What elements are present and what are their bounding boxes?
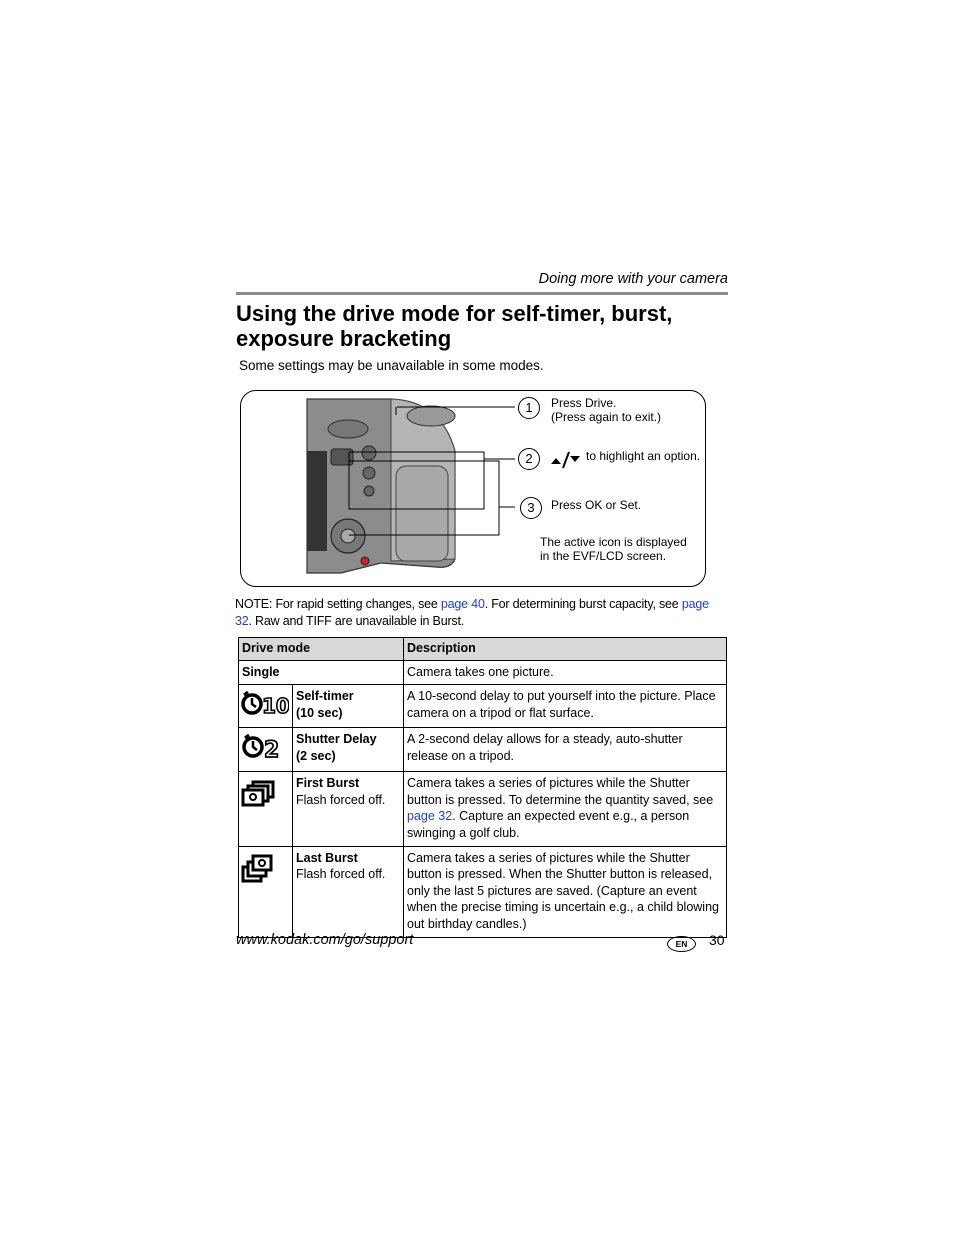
table-header-row xyxy=(239,638,727,661)
dial-button-icon xyxy=(362,446,376,460)
note-suffix: . Raw and TIFF are unavailable in Burst. xyxy=(248,614,465,628)
mode-name: First Burst xyxy=(296,776,360,791)
mode-sub: (10 sec) xyxy=(296,705,343,720)
page-40-link[interactable]: page 40 xyxy=(440,597,485,611)
icon-cell xyxy=(239,728,293,772)
icon-cell xyxy=(239,685,293,728)
description-text: . Capture an expected event e.g., a person swinging a golf club. xyxy=(407,809,690,840)
ok-button-icon xyxy=(341,529,355,543)
page-number: 30 xyxy=(709,932,725,948)
page-32-link[interactable]: page 32 xyxy=(235,597,709,628)
header-drive-mode: Drive mode xyxy=(239,638,404,661)
drive-button-icon xyxy=(331,449,353,465)
header-rule xyxy=(236,292,728,295)
mode-sub: Flash forced off. xyxy=(296,792,386,807)
up-down-arrows-icon xyxy=(550,449,584,471)
mode-cell xyxy=(293,772,404,846)
svg-text:2: 2 xyxy=(264,738,280,762)
mode-name: Last Burst xyxy=(296,850,358,865)
footer-url[interactable]: www.kodak.com/go/support xyxy=(236,932,414,948)
page-title: Using the drive mode for self-timer, burst, exposure bracketing xyxy=(236,301,673,351)
note-middle: . For determining burst capacity, see xyxy=(484,597,682,611)
table-row xyxy=(239,772,727,846)
last-burst-icon xyxy=(241,853,275,883)
description-text: Camera takes a series of pictures while the Shutter button is pressed. To determine the quantity saved, see xyxy=(407,776,714,807)
review-button-icon xyxy=(364,486,374,496)
active-line-1: The active icon is displayed xyxy=(540,535,687,549)
delete-button-icon xyxy=(361,557,369,565)
step-1-line2: (Press again to exit.) xyxy=(551,410,662,424)
table-row xyxy=(239,660,727,685)
note-prefix: NOTE: For rapid setting changes, see xyxy=(235,597,441,611)
self-timer-2-icon xyxy=(241,733,285,761)
mode-name: Shutter Delay xyxy=(296,732,377,747)
shutter-dial xyxy=(407,406,455,426)
active-line-2: in the EVF/LCD screen. xyxy=(540,549,667,563)
mode-dial xyxy=(328,420,368,438)
camera-figure xyxy=(240,390,706,587)
table-row xyxy=(239,846,727,937)
camera-lcd xyxy=(307,451,327,551)
mode-cell xyxy=(293,728,404,772)
mode-sub: (2 sec) xyxy=(296,748,336,763)
table-row xyxy=(239,728,727,772)
header-description: Description xyxy=(404,638,727,661)
step-1-callout xyxy=(551,396,661,424)
first-burst-icon xyxy=(241,780,277,808)
description-cell xyxy=(404,772,727,846)
step-2-number: 2 xyxy=(518,448,540,470)
step-3-text: Press OK or Set. xyxy=(551,498,642,512)
step-1-number: 1 xyxy=(518,397,540,419)
menu-button-icon xyxy=(363,467,375,479)
description-cell: Camera takes a series of pictures while the Shutter button is pressed. When the Shutter button is released, only the last 5 pictures are saved. (Capture an event when the precise timing is uncertain e.g., a child blowing out birthday candles.) xyxy=(404,846,727,937)
icon-cell xyxy=(239,846,293,937)
step-3-number: 3 xyxy=(520,497,542,519)
camera-door xyxy=(396,466,448,561)
table-row xyxy=(239,685,727,728)
active-icon-note xyxy=(540,535,687,563)
description-cell: A 2-second delay allows for a steady, auto-shutter release on a tripod. xyxy=(404,728,727,772)
page-32-link[interactable]: page 32 xyxy=(407,809,453,824)
note xyxy=(235,596,727,630)
drive-mode-table xyxy=(238,637,727,938)
step-2-text: to highlight an option. xyxy=(586,449,701,463)
language-badge: EN xyxy=(667,936,696,952)
svg-text:10: 10 xyxy=(262,693,289,717)
self-timer-10-icon xyxy=(241,691,289,717)
icon-cell xyxy=(239,772,293,846)
section-header: Doing more with your camera xyxy=(538,271,728,287)
mode-sub: Flash forced off. xyxy=(296,867,386,882)
mode-cell xyxy=(293,685,404,728)
description-cell: A 10-second delay to put yourself into the picture. Place camera on a tripod or flat surface. xyxy=(404,685,727,728)
description-cell: Camera takes one picture. xyxy=(404,660,727,685)
mode-name: Single xyxy=(242,664,280,679)
mode-cell xyxy=(239,660,404,685)
intro-text: Some settings may be unavailable in some modes. xyxy=(239,358,544,373)
mode-name: Self-timer xyxy=(296,689,354,704)
mode-cell xyxy=(293,846,404,937)
step-1-line1: Press Drive. xyxy=(551,396,617,410)
